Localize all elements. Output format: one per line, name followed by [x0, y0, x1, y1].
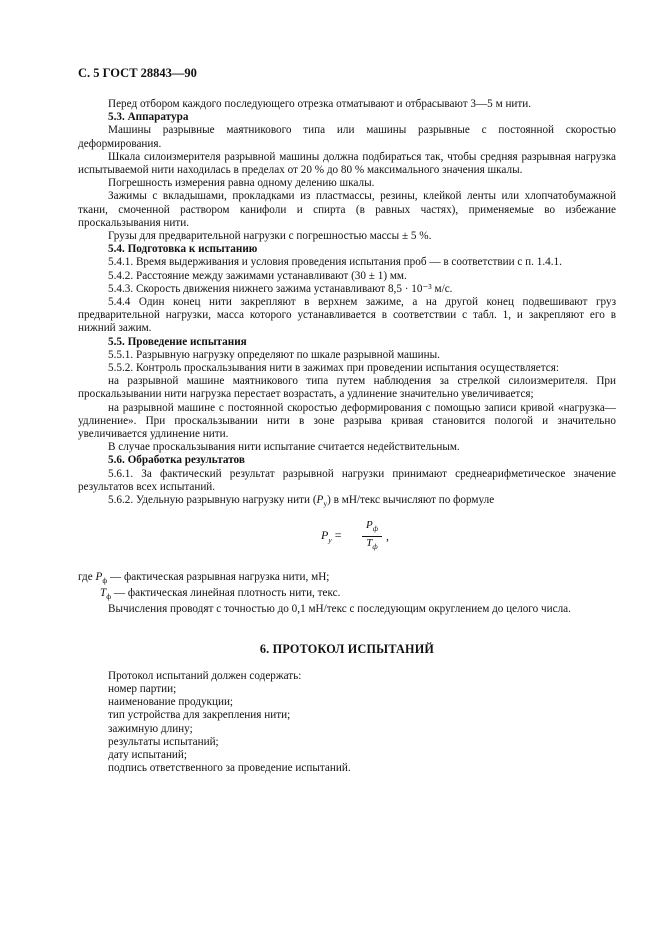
list-item: подпись ответственного за проведение испытаний.: [108, 762, 351, 775]
protocol-intro: Протокол испытаний должен содержать:: [108, 669, 302, 682]
list-item: наименование продукции;: [108, 696, 234, 709]
paragraph-5-5-2-c: В случае проскальзывания нити испытание считается недействительным.: [108, 441, 460, 454]
p562-text-a: 5.6.2. Удельную разрывную нагрузку нити (: [108, 494, 317, 507]
paragraph-5-4-3: 5.4.3. Скорость движения нижнего зажима устанавливают 8,5 · 10⁻³ м/с.: [108, 282, 453, 295]
formula-equals: =: [331, 527, 342, 542]
paragraph-5-6-2: [78, 494, 616, 510]
paragraph-5-5-2-b: на разрывной машине с постоянной скоростью деформирования с помощью записи кривой «нагрузка—удлинение». При проскальзывании нити в зоне разрыва кривая становится пологой и значительно увеличивается удлинение нити.: [78, 401, 616, 441]
formula-numerator: [362, 519, 382, 537]
formula-fraction: [362, 519, 382, 553]
where-word: где: [78, 570, 96, 583]
section-6-title: 6. ПРОТОКОЛ ИСПЫТАНИЙ: [259, 641, 435, 656]
paragraph-intro: Перед отбором каждого последующего отрезка отматывают и отбрасывают 3—5 м нити.: [108, 98, 532, 110]
where-p-desc: — фактическая разрывная нагрузка нити, мН;: [107, 570, 330, 583]
numerator-symbol: P: [365, 518, 373, 531]
list-item: дату испытаний;: [108, 749, 188, 762]
formula-comma: ,: [386, 528, 389, 543]
where-t-symbol: T: [100, 586, 107, 599]
where-p-sub: ф: [102, 575, 108, 585]
paragraph-error: Погрешность измерения равна одному делению шкалы.: [108, 177, 375, 190]
formula-lhs-sub: у: [328, 534, 332, 544]
paragraph-5-4-4: 5.4.4 Один конец нити закрепляют в верхнем зажиме, а на другой конец подвешивают груз предварительной нагрузки, масса которого устанавливается в соответствии с табл. 1, и закрепляют его в нижний зажим.: [78, 296, 616, 335]
where-line-1: [78, 571, 616, 587]
where-line-2: [78, 587, 616, 603]
p562-text-b: ) в мН/текс вычисляют по формуле: [327, 494, 495, 507]
paragraph-5-5-2-a: на разрывной машине маятникового типа путем наблюдения за стрелкой силоизмерителя. При проскальзывании нити нагрузка перестает возрастать, а удлинение значительно увеличивается;: [78, 375, 616, 401]
where-t-sub: ф: [106, 592, 112, 602]
list-item: номер партии;: [108, 683, 177, 696]
where-t-desc: — фактическая линейная плотность нити, текс.: [111, 586, 341, 599]
paragraph-5-4-1: 5.4.1. Время выдерживания и условия проведения испытания проб — в соответствии с п. 1.4.1.: [108, 256, 562, 269]
document-body: [78, 98, 616, 775]
list-item: результаты испытаний;: [108, 735, 219, 748]
symbol-p-sub: у: [323, 499, 328, 509]
list-item: зажимную длину;: [108, 722, 193, 735]
formula-denominator: [362, 537, 382, 553]
formula: [78, 517, 616, 563]
heading-5-3: 5.3. Аппаратура: [108, 111, 189, 124]
formula-lhs-symbol: P: [321, 527, 329, 542]
heading-5-6: 5.6. Обработка результатов: [108, 454, 245, 467]
paragraph-5-5-2: 5.5.2. Контроль проскальзывания нити в зажимах при проведении испытания осуществляется:: [108, 362, 560, 375]
where-p-symbol: P: [95, 570, 103, 583]
formula-lhs: [321, 529, 341, 547]
heading-5-4: 5.4. Подготовка к испытанию: [108, 243, 258, 256]
symbol-p: P: [316, 494, 324, 507]
paragraph-calc: Вычисления проводят с точностью до 0,1 мН/текс с последующим округлением до целого числа.: [108, 603, 571, 616]
heading-5-5: 5.5. Проведение испытания: [108, 335, 247, 348]
denominator-sub: ф: [372, 541, 378, 551]
paragraph-5-6-1: 5.6.1. За фактический результат разрывной нагрузки принимают среднеарифметическое значение результатов всех испытаний.: [78, 467, 616, 493]
page-header: С. 5 ГОСТ 28843—90: [78, 66, 197, 80]
numerator-sub: ф: [372, 523, 379, 533]
paragraph-scale: Шкала силоизмерителя разрывной машины должна подбираться так, чтобы средняя разрывная нагрузка испытываемой нити находилась в пределах от 20 % до 80 % максимального значения шкалы.: [78, 150, 616, 177]
paragraph-weights: Грузы для предварительной нагрузки с погрешностью массы ± 5 %.: [108, 230, 432, 243]
paragraph-clamps: Зажимы с вкладышами, прокладками из пластмассы, резины, клейкой ленты или хлопчатобумажной ткани, смоченной раствором канифоли и спирта (в равных частях), применяемые во избежание проскальзывания нити.: [78, 190, 616, 229]
paragraph-5-5-1: 5.5.1. Разрывную нагрузку определяют по шкале разрывной машины.: [108, 348, 440, 361]
paragraph-5-4-2: 5.4.2. Расстояние между зажимами устанавливают (30 ± 1) мм.: [108, 269, 407, 282]
denominator-symbol: T: [366, 536, 373, 549]
paragraph-machines: Машины разрывные маятникового типа или машины разрывные с постоянной скоростью деформирования.: [78, 124, 616, 150]
list-item: тип устройства для закрепления нити;: [108, 709, 291, 722]
protocol-list: [78, 670, 616, 776]
